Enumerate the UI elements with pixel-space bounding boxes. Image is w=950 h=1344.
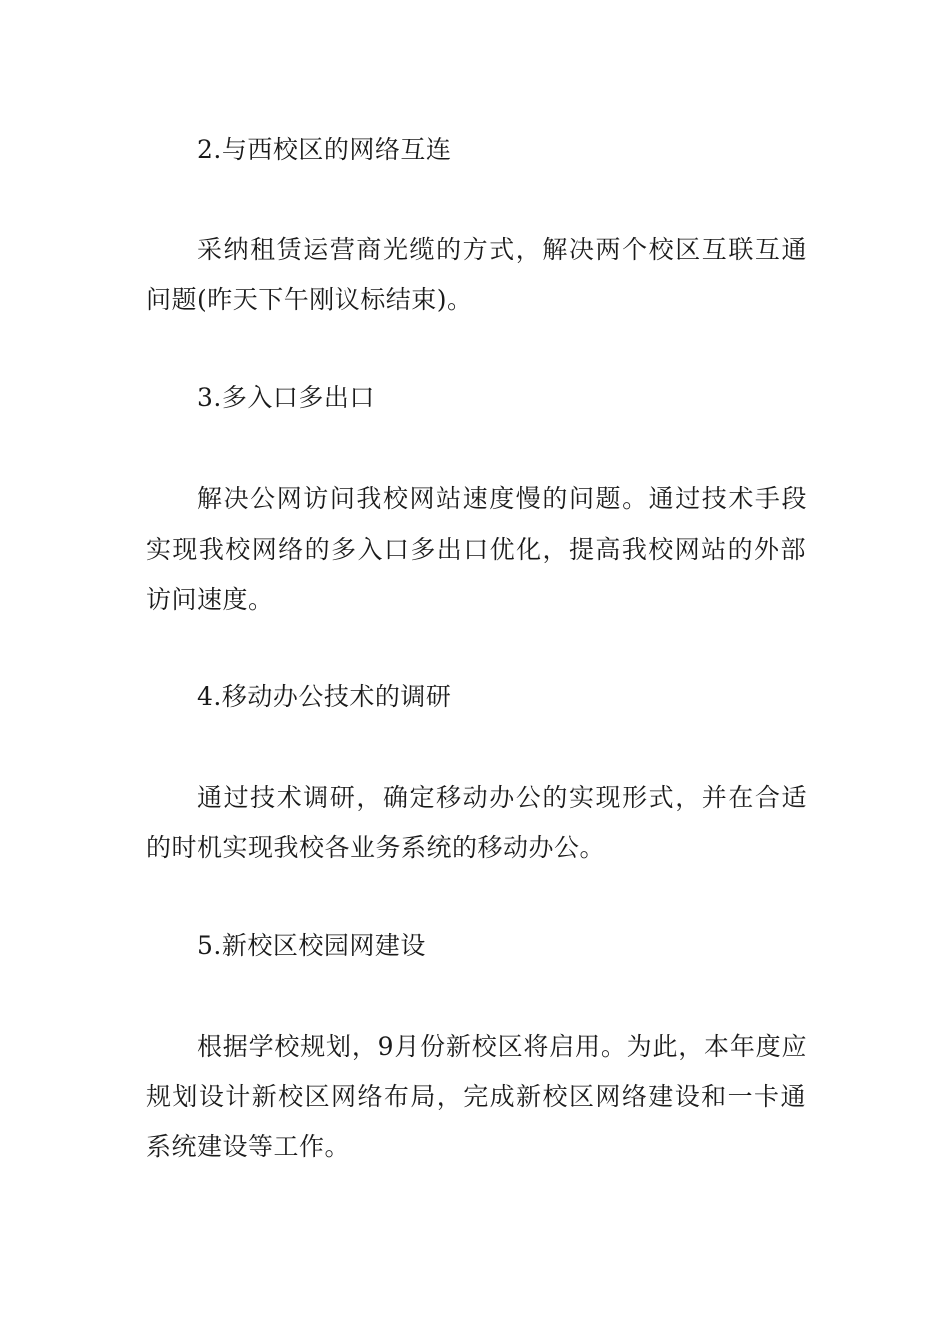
- paragraph-line: 采纳租赁运营商光缆的方式，解决两个校区互联互通: [197, 235, 807, 264]
- paragraph-line: 实现我校网络的多入口多出口优化，提高我校网站的外部: [146, 535, 806, 564]
- paragraph-line: 解决公网访问我校网站速度慢的问题。通过技术手段: [197, 484, 807, 513]
- section-heading: 4.移动办公技术的调研: [197, 682, 452, 711]
- section-heading: 2.与西校区的网络互连: [197, 135, 452, 164]
- paragraph-line: 规划设计新校区网络布局，完成新校区网络建设和一卡通: [146, 1082, 806, 1111]
- section-heading: 3.多入口多出口: [197, 383, 375, 412]
- paragraph-line: 系统建设等工作。: [146, 1132, 351, 1161]
- paragraph-line: 根据学校规划，9月份新校区将启用。为此，本年度应: [197, 1032, 807, 1061]
- paragraph-line: 通过技术调研，确定移动办公的实现形式，并在合适: [197, 783, 807, 812]
- paragraph-line: 的时机实现我校各业务系统的移动办公。: [146, 833, 606, 862]
- paragraph-line: 问题(昨天下午刚议标结束)。: [146, 285, 473, 314]
- paragraph-line: 访问速度。: [146, 585, 274, 614]
- section-heading: 5.新校区校园网建设: [197, 931, 426, 960]
